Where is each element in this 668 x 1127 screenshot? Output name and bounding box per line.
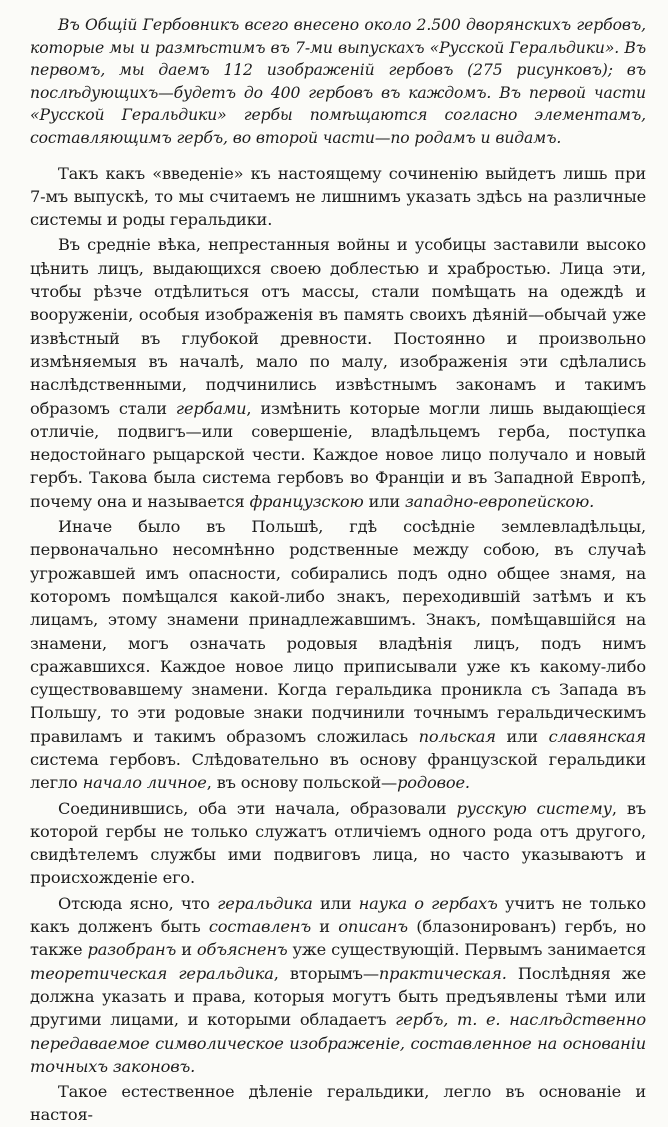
- emphasis-term: разобранъ: [87, 940, 177, 960]
- paragraph-last-line: Такое естественное дѣленіе геральдики, легло въ основаніе и настоя-: [30, 1082, 646, 1125]
- emphasis-term: западно-европейскою.: [404, 491, 595, 511]
- text-segment: Иначе было въ Польшѣ, гдѣ сосѣдніе землевладѣльцы, первоначально несомнѣнно родственные между собою, въ случаѣ угрожавшей имъ опасности, собирались подъ одно общее знамя, на которомъ помѣщался какой-либо знакъ, переходившій затѣмъ и къ лицамъ, этому знамени принадлежавшимъ. Знакъ, помѣщавшійся на знамени, могъ означать родовыя владѣнія лицъ, подъ нимъ сражавшихся. Каждое новое лицо приписывали уже къ какому-либо существовавшему знамени. Когда геральдика проникла съ Запада въ Польшу, то эти родовые знаки подчинили точнымъ геральдическимъ правиламъ и такимъ образомъ сложилась: [30, 517, 646, 746]
- emphasis-term: наука о гербахъ: [358, 893, 498, 913]
- text-segment: , въ которой гербы не только служатъ отличіемъ одного рода отъ другого, свидѣтелемъ службы ими подвиговъ лица, но часто указываютъ и происхожденіе его.: [30, 798, 647, 888]
- text-segment: , вторымъ—: [273, 963, 379, 983]
- text-segment: учитъ не только какъ долженъ быть: [30, 893, 646, 937]
- text-segment: , въ основу польской—: [206, 773, 398, 793]
- emphasis-term: гербъ, т. е. наслѣдственно передаваемое символическое изображеніе, составленное на основаніи точныхъ законовъ.: [30, 1010, 646, 1076]
- text-segment: система гербовъ. Слѣдовательно въ основу французской геральдики легло: [30, 749, 646, 793]
- emphasis-term: геральдика: [217, 893, 313, 913]
- emphasis-term: французскою: [249, 491, 364, 511]
- text-segment: Отсюда ясно, что: [58, 893, 218, 913]
- text-segment: , измѣнить которые могли лишь выдающіеся отличіе, подвигъ—или совершеніе, владѣльцемъ герба, поступка недостойнаго рыцарской чести. Каждое новое лицо получало и новый гербъ. Такова была система гербовъ во Франціи и въ Западной Европѣ, почему она и называется: [30, 398, 646, 511]
- paragraph-heraldry-science: [30, 892, 646, 1078]
- text-segment: Послѣдняя же должна указать и права, которыя могутъ быть предъявлены тѣми или другими лицами, и которыми обладаетъ: [30, 963, 647, 1030]
- text-segment: и: [310, 917, 339, 937]
- paragraph-systems-intro: Такъ какъ «введеніе» къ настоящему сочиненію выйдетъ лишь при 7-мъ выпускѣ, то мы считаемъ не лишнимъ указать здѣсь на различные системы и роды геральдики.: [30, 163, 646, 230]
- text-segment: или: [495, 726, 549, 746]
- emphasis-term: составленъ: [208, 917, 311, 937]
- paragraph-russian-system: [30, 797, 646, 890]
- text-segment: уже существующій. Первымъ занимается: [287, 940, 646, 960]
- text-segment: Соединившись, оба эти начала, образовали: [58, 798, 457, 818]
- emphasis-term: гербами: [175, 398, 247, 418]
- emphasis-term: практическая.: [378, 963, 507, 983]
- emphasis-term: родовое.: [397, 773, 470, 793]
- emphasis-term: описанъ: [338, 917, 408, 937]
- emphasis-term: русскую систему: [456, 798, 612, 818]
- intro-paragraph: Въ Общій Гербовникъ всего внесено около 2.500 дворянскихъ гербовъ, которые мы и размѣстимъ въ 7-ми выпускахъ «Русской Геральдики». Въ первомъ, мы даемъ 112 изображеній гербовъ (275 рисунковъ); въ послѣдующихъ—будетъ до 400 гербовъ въ каждомъ. Въ первой части «Русской Геральдики» гербы помѣщаются согласно элементамъ, составляющимъ гербъ, во второй части—по родамъ и видамъ.: [30, 16, 646, 147]
- emphasis-term: теоретическая геральдика: [30, 963, 274, 983]
- emphasis-term: начало личное: [82, 773, 207, 793]
- emphasis-term: славянская: [548, 726, 646, 746]
- emphasis-term: объясненъ: [196, 940, 288, 960]
- text-segment: Въ средніе вѣка, непрестанныя войны и усобицы заставили высоко цѣнить лицъ, выдающихся своею доблестью и храбростью. Лица эти, чтобы рѣзче отдѣлиться отъ массы, стали помѣщать на одеждѣ и вооруженіи, особыя изображенія въ память своихъ дѣяній—обычай уже извѣстный въ глубокой древности. Постоянно и произвольно измѣняемыя въ началѣ, мало по малу, изображенія эти сдѣлались наслѣдственными, подчинились извѣстнымъ законамъ и такимъ образомъ стали: [30, 235, 646, 418]
- paragraph-polish-system: [30, 515, 646, 795]
- text-segment: или: [312, 893, 359, 913]
- emphasis-term: польская: [418, 726, 496, 746]
- paragraph-french-system: [30, 233, 646, 513]
- text-segment: или: [363, 491, 405, 511]
- text-segment: и: [176, 940, 197, 960]
- text-segment: (блазонированъ) гербъ, но также: [30, 917, 647, 960]
